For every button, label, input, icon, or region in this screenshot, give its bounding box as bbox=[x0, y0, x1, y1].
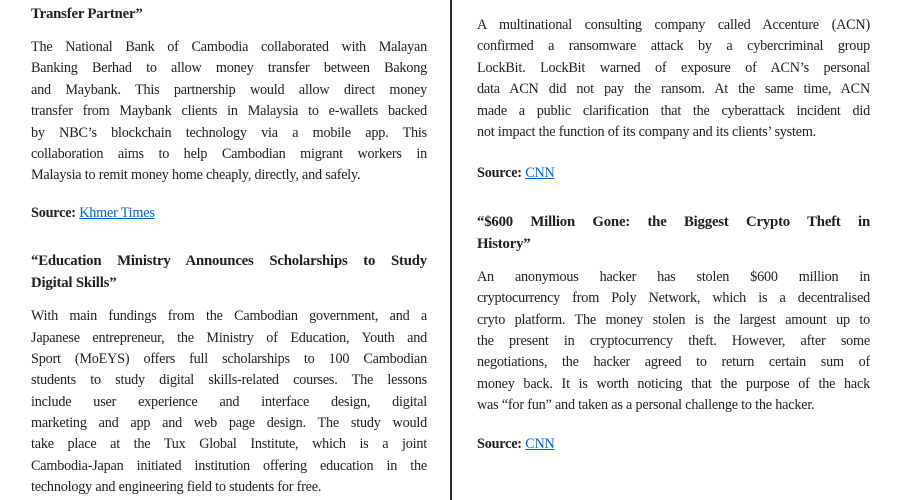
text-line: With main fundings from the Cambodian government, and a bbox=[31, 308, 427, 325]
text-line: students to study digital skills-related courses. The lessons bbox=[31, 372, 427, 389]
text-line: take place at the Tux Global Institute, which is a joint bbox=[31, 436, 427, 453]
text-line: money back. It is worth noticing that the purpose of the hack bbox=[477, 375, 870, 392]
text-line: History” bbox=[477, 235, 531, 252]
text-line: cryptocurrency from Poly Network, which is a decentralised bbox=[477, 290, 870, 307]
text-line: and Maybank. This partnership would allow direct money bbox=[31, 81, 427, 98]
article-title bbox=[477, 211, 870, 255]
source-label: Source: bbox=[31, 204, 76, 221]
text-line: collaboration aims to help Cambodian migrant workers in bbox=[31, 145, 427, 162]
text-line: The National Bank of Cambodia collaborated with Malayan bbox=[31, 39, 427, 55]
article-body bbox=[31, 37, 427, 187]
text-line bbox=[477, 0, 870, 3]
text-line: made a public clarification that the cyberattack incident did bbox=[477, 102, 870, 119]
text-line: A multinational consulting company called Accenture (ACN) bbox=[477, 17, 870, 33]
source-label: Source: bbox=[477, 436, 522, 453]
text-line: “Education Ministry Announces Scholarships to Study bbox=[31, 253, 427, 270]
source-link-khmer-times[interactable]: Khmer Times bbox=[79, 204, 155, 221]
source-label: Source: bbox=[477, 165, 522, 182]
text-line: not impact the function of its company and its clients’ system. bbox=[477, 123, 816, 140]
source-link-cnn[interactable]: CNN bbox=[525, 165, 555, 182]
text-line: Banking Berhad to allow money transfer between Bakong bbox=[31, 60, 427, 77]
text-line: Digital Skills” bbox=[31, 275, 117, 292]
text-line: include user experience and interface design, digital bbox=[31, 393, 427, 410]
article-bakong-maybank-transfer-partner bbox=[31, 0, 427, 224]
article-body bbox=[477, 267, 870, 417]
article-title bbox=[31, 0, 427, 25]
text-line: cryto platform. The money stolen is the largest amount up to bbox=[477, 311, 870, 328]
text-line: technology and engineering field to students for free. bbox=[31, 479, 322, 496]
text-line: LockBit. LockBit warned of exposure of ACN’s personal bbox=[477, 59, 870, 76]
source-line bbox=[477, 434, 870, 455]
article-body bbox=[31, 306, 427, 499]
text-line: marketing and app and web page design. The study would bbox=[31, 415, 427, 432]
text-line: Sport (MoEYS) offers full scholarships to 100 Cambodian bbox=[31, 350, 427, 367]
article-title bbox=[477, 0, 870, 3]
text-line: “$600 Million Gone: the Biggest Crypto Theft in bbox=[477, 213, 870, 230]
right-column bbox=[452, 0, 900, 500]
article-education-ministry-scholarships bbox=[31, 250, 427, 499]
article-accenture-ransomware bbox=[477, 0, 870, 185]
article-crypto-theft bbox=[477, 211, 870, 456]
text-line: the present in cryptocurrency theft. However, after some bbox=[477, 332, 870, 349]
article-body bbox=[477, 15, 870, 143]
source-line bbox=[477, 163, 870, 184]
text-line: Malaysia to remit money home cheaply, directly, and safely. bbox=[31, 167, 361, 184]
text-line: confirmed a ransomware attack by a cybercriminal group bbox=[477, 38, 870, 55]
text-line: transfer from Maybank clients in Malaysia to e-wallets backed bbox=[31, 103, 427, 120]
text-line: by NBC’s blockchain technology via a mobile app. This bbox=[31, 124, 427, 141]
text-line: Transfer Partner” bbox=[31, 6, 143, 22]
source-link-cnn[interactable]: CNN bbox=[525, 436, 555, 453]
article-title bbox=[31, 250, 427, 294]
text-line: Japanese entrepreneur, the Ministry of Education, Youth and bbox=[31, 329, 427, 346]
text-line: data ACN did not pay the ransom. At the same time, ACN bbox=[477, 81, 870, 98]
text-line: negotiations, the hacker agreed to return certain sum of bbox=[477, 354, 870, 371]
text-line: was “for fun” and taken as a personal challenge to the hacker. bbox=[477, 397, 815, 414]
text-line: Cambodia-Japan initiated institution offering education in the bbox=[31, 457, 427, 474]
source-line bbox=[31, 203, 427, 224]
text-line: An anonymous hacker has stolen $600 million in bbox=[477, 268, 870, 285]
